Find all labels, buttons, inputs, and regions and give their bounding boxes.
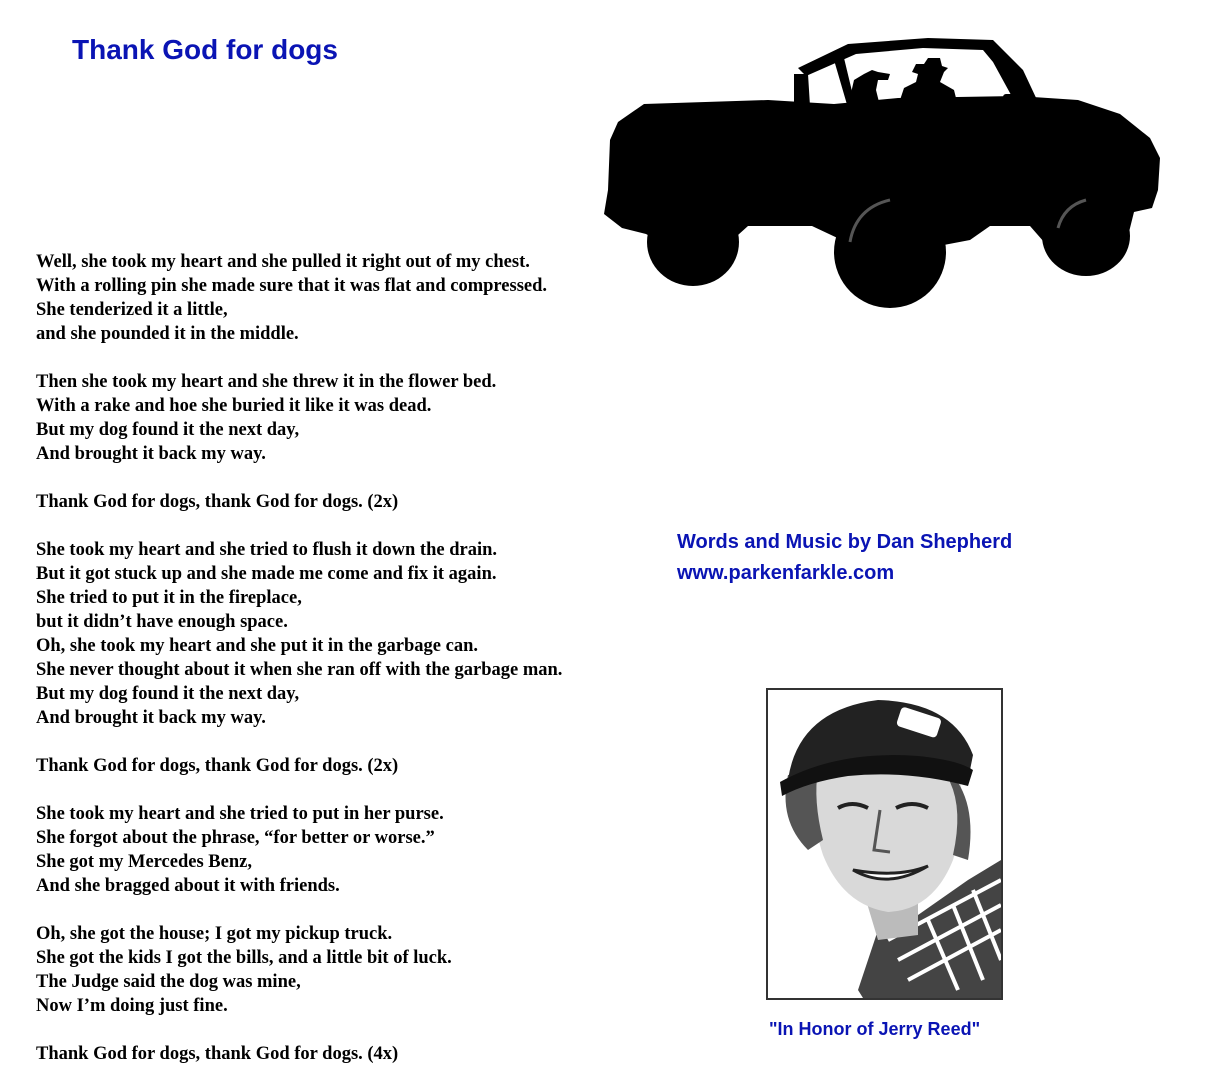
lyrics-body [36, 250, 656, 1090]
lyrics-line: Oh, she took my heart and she put it in the garbage can. [36, 636, 478, 656]
lyrics-line: And she bragged about it with friends. [36, 876, 340, 896]
lyrics-line: With a rolling pin she made sure that it was flat and compressed. [36, 276, 548, 296]
lyrics-line: She tried to put it in the fireplace, [36, 588, 302, 608]
lyrics-line: With a rake and hoe she buried it like it was dead. [36, 396, 432, 416]
portrait-caption: "In Honor of Jerry Reed" [769, 1019, 981, 1039]
lyrics-line: But it got stuck up and she made me come and fix it again. [36, 564, 497, 584]
lyrics-line: She got my Mercedes Benz, [36, 852, 252, 872]
lyrics-line: The Judge said the dog was mine, [36, 972, 301, 992]
lyrics-line: Thank God for dogs, thank God for dogs. (2x) [36, 492, 399, 512]
lyrics-line: Then she took my heart and she threw it in the flower bed. [36, 372, 497, 392]
lyrics-line: She tenderized it a little, [36, 300, 228, 320]
lyrics-stanza [36, 922, 656, 1018]
lyrics-line: And brought it back my way. [36, 444, 266, 464]
jerry-reed-portrait [766, 688, 1003, 1000]
lyrics-line: And brought it back my way. [36, 708, 266, 728]
lyrics-line: She forgot about the phrase, “for better or worse.” [36, 828, 435, 848]
lyrics-line: She never thought about it when she ran off with the garbage man. [36, 660, 563, 680]
page-title: Thank God for dogs [72, 34, 338, 65]
pickup-truck-silhouette [598, 30, 1172, 315]
lyrics-line: She took my heart and she tried to put in her purse. [36, 804, 444, 824]
lyrics-line: But my dog found it the next day, [36, 420, 300, 440]
lyrics-line: She took my heart and she tried to flush it down the drain. [36, 540, 498, 560]
lyrics-stanza [36, 1042, 656, 1066]
lyrics-stanza [36, 802, 656, 898]
lyrics-line: Thank God for dogs, thank God for dogs. (2x) [36, 756, 399, 776]
lyrics-line: and she pounded it in the middle. [36, 324, 299, 344]
lyrics-stanza [36, 754, 656, 778]
lyrics-line: Thank God for dogs, thank God for dogs. (4x) [36, 1044, 399, 1064]
lyrics-line: Well, she took my heart and she pulled it right out of my chest. [36, 252, 530, 272]
lyrics-line: But my dog found it the next day, [36, 684, 300, 704]
lyrics-stanza [36, 538, 656, 730]
lyrics-line: but it didn’t have enough space. [36, 612, 288, 632]
lyrics-stanza [36, 370, 656, 466]
lyrics-line: Now I’m doing just fine. [36, 996, 228, 1016]
lyrics-stanza [36, 250, 656, 346]
portrait-illustration-icon [768, 690, 1001, 998]
lyrics-line: Oh, she got the house; I got my pickup truck. [36, 924, 393, 944]
credits-website[interactable]: www.parkenfarkle.com [677, 562, 895, 584]
credits-author: Words and Music by Dan Shepherd [677, 531, 1013, 553]
credits-block [677, 527, 1012, 589]
lyrics-line: She got the kids I got the bills, and a little bit of luck. [36, 948, 452, 968]
lyrics-stanza [36, 490, 656, 514]
